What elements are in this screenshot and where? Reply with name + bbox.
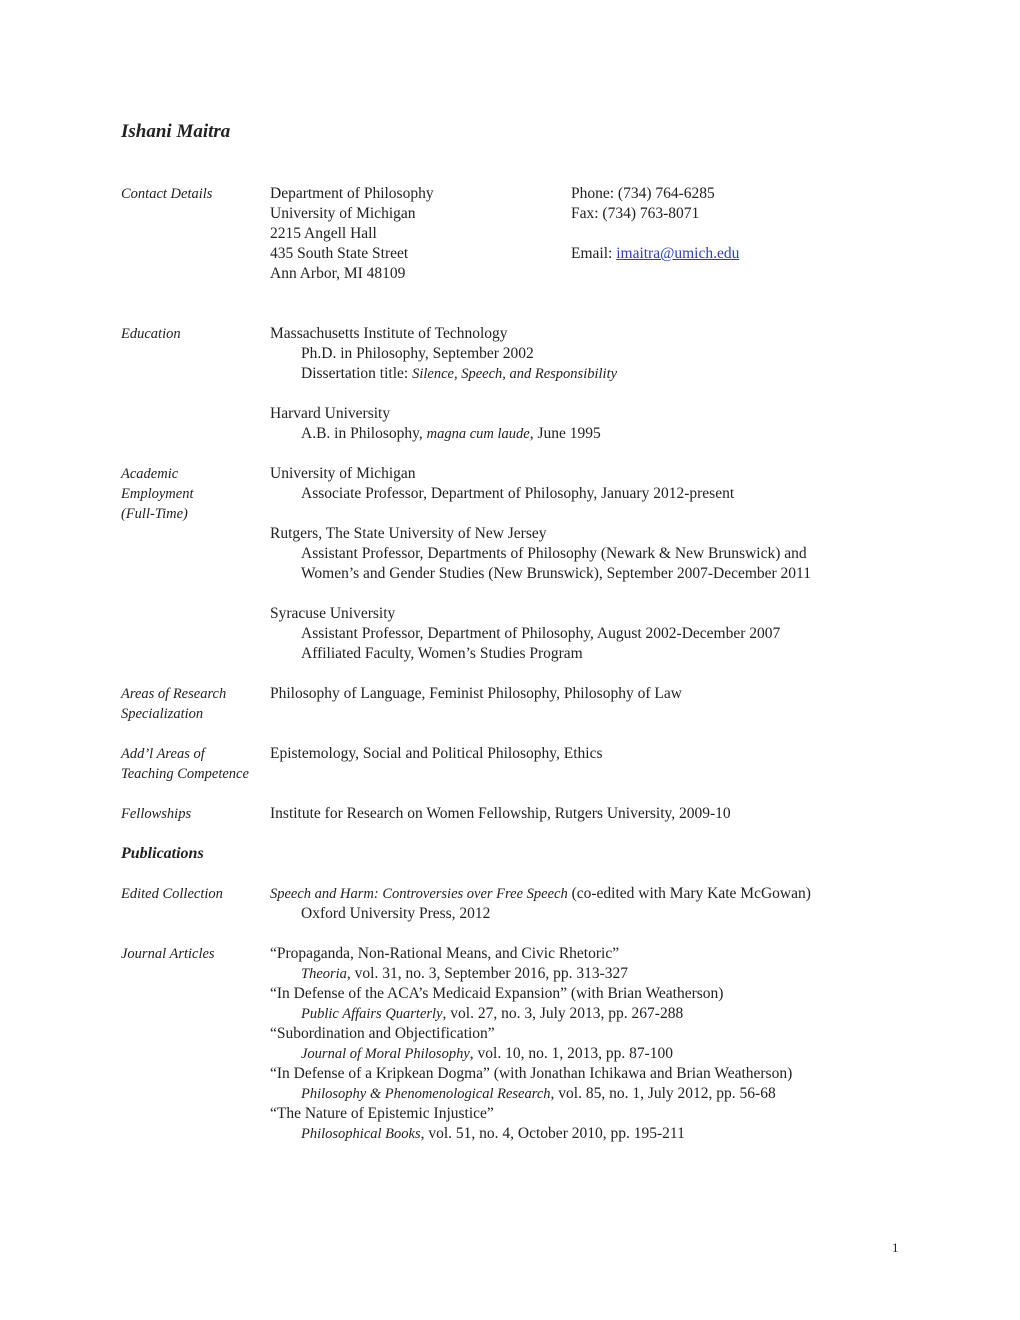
edited-collection-label: Edited Collection <box>121 886 223 902</box>
article-details: , vol. 85, no. 1, July 2012, pp. 56-68 <box>550 1085 776 1102</box>
article-title: “In Defense of a Kripkean Dogma” (with Jonathan Ichikawa and Brian Weatherson) <box>270 1065 793 1082</box>
employment-label-line: (Full-Time) <box>121 506 188 522</box>
dissertation-prefix: Dissertation title: <box>301 365 413 382</box>
dissertation <box>270 364 910 384</box>
article-citation <box>270 1084 910 1104</box>
role-syracuse-affiliated: Affiliated Faculty, Women’s Studies Program <box>301 645 583 662</box>
school-mit: Massachusetts Institute of Technology <box>270 325 508 342</box>
employer-michigan: University of Michigan <box>270 465 416 482</box>
article-details: , vol. 27, no. 3, July 2013, pp. 267-288 <box>442 1005 684 1022</box>
address-line: Ann Arbor, MI 48109 <box>270 265 406 282</box>
edited-note: (co-edited with Mary Kate McGowan) <box>567 885 811 902</box>
article-details: , vol. 10, no. 1, 2013, pp. 87-100 <box>469 1045 673 1062</box>
employer-syracuse: Syracuse University <box>270 605 396 622</box>
employment-label-line: Academic <box>121 466 179 482</box>
research-areas: Philosophy of Language, Feminist Philosophy, Philosophy of Law <box>270 685 682 702</box>
role-rutgers: Assistant Professor, Departments of Philosophy (Newark & New Brunswick) and <box>301 545 807 562</box>
contact-phone-block <box>571 184 911 264</box>
teaching-label <box>121 744 266 784</box>
contact-label: Contact Details <box>121 186 213 202</box>
degree-ab <box>270 424 910 444</box>
address-line: Department of Philosophy <box>270 185 434 202</box>
employment-section <box>270 464 910 664</box>
article-title: “Propaganda, Non-Rational Means, and Civic Rhetoric” <box>270 945 620 962</box>
article-citation <box>270 1004 910 1024</box>
article-journal: Philosophy & Phenomenological Research <box>301 1086 551 1102</box>
email-label: Email: <box>571 245 617 262</box>
email-link[interactable]: imaitra@umich.edu <box>616 245 740 262</box>
research-label-line: Areas of Research <box>121 686 227 702</box>
article-title: “In Defense of the ACA’s Medicaid Expansion” (with Brian Weatherson) <box>270 985 724 1002</box>
education-section <box>270 324 910 444</box>
edited-title-line <box>270 884 910 904</box>
article-journal: Philosophical Books <box>301 1126 421 1142</box>
article-journal: Journal of Moral Philosophy <box>301 1046 470 1062</box>
edited-publisher: Oxford University Press, 2012 <box>301 905 491 922</box>
article-details: , vol. 51, no. 4, October 2010, pp. 195-211 <box>420 1125 685 1142</box>
article-citation <box>270 1124 910 1144</box>
dissertation-title: Silence, Speech, and Responsibility <box>412 366 618 382</box>
teaching-label-line: Teaching Competence <box>121 766 249 782</box>
edited-collection <box>270 884 910 924</box>
phone-number: Phone: (734) 764-6285 <box>571 185 715 202</box>
research-label-line: Specialization <box>121 706 204 722</box>
degree-phd: Ph.D. in Philosophy, September 2002 <box>301 345 534 362</box>
journal-articles <box>270 944 910 1144</box>
article-citation <box>270 964 910 984</box>
article-details: , vol. 31, no. 3, September 2016, pp. 313-327 <box>346 965 629 982</box>
email-line <box>571 244 911 264</box>
article-citation <box>270 1044 910 1064</box>
journal-articles-label: Journal Articles <box>121 946 215 962</box>
article-journal: Theoria <box>301 966 347 982</box>
teaching-label-line: Add’l Areas of <box>121 746 205 762</box>
degree-ab-suffix: , June 1995 <box>529 425 601 442</box>
edited-title: Speech and Harm: Controversies over Free Speech <box>270 886 568 902</box>
address-line: University of Michigan <box>270 205 416 222</box>
employment-label-line: Employment <box>121 486 194 502</box>
address-line: 435 South State Street <box>270 245 409 262</box>
article-title: “Subordination and Objectification” <box>270 1025 495 1042</box>
employment-label <box>121 464 261 524</box>
fellowship-item: Institute for Research on Women Fellowship, Rutgers University, 2009-10 <box>270 805 731 822</box>
contact-address <box>270 184 560 284</box>
role-rutgers-cont: Women’s and Gender Studies (New Brunswick), September 2007-December 2011 <box>301 565 811 582</box>
cv-name: Ishani Maitra <box>121 121 231 142</box>
fellowships-label: Fellowships <box>121 806 192 822</box>
education-label: Education <box>121 326 181 342</box>
research-label <box>121 684 261 724</box>
address-line: 2215 Angell Hall <box>270 225 377 242</box>
employer-rutgers: Rutgers, The State University of New Jersey <box>270 525 547 542</box>
page-number: 1 <box>892 1240 899 1255</box>
degree-ab-prefix: A.B. in Philosophy, <box>301 425 427 442</box>
role-michigan: Associate Professor, Department of Philosophy, January 2012-present <box>301 485 735 502</box>
article-title: “The Nature of Epistemic Injustice” <box>270 1105 494 1122</box>
teaching-areas: Epistemology, Social and Political Philosophy, Ethics <box>270 745 603 762</box>
role-syracuse: Assistant Professor, Department of Philosophy, August 2002-December 2007 <box>301 625 781 642</box>
fax-number: Fax: (734) 763-8071 <box>571 205 700 222</box>
degree-honors: magna cum laude <box>426 426 530 442</box>
school-harvard: Harvard University <box>270 405 391 422</box>
article-journal: Public Affairs Quarterly <box>301 1006 443 1022</box>
publications-heading: Publications <box>121 845 204 862</box>
